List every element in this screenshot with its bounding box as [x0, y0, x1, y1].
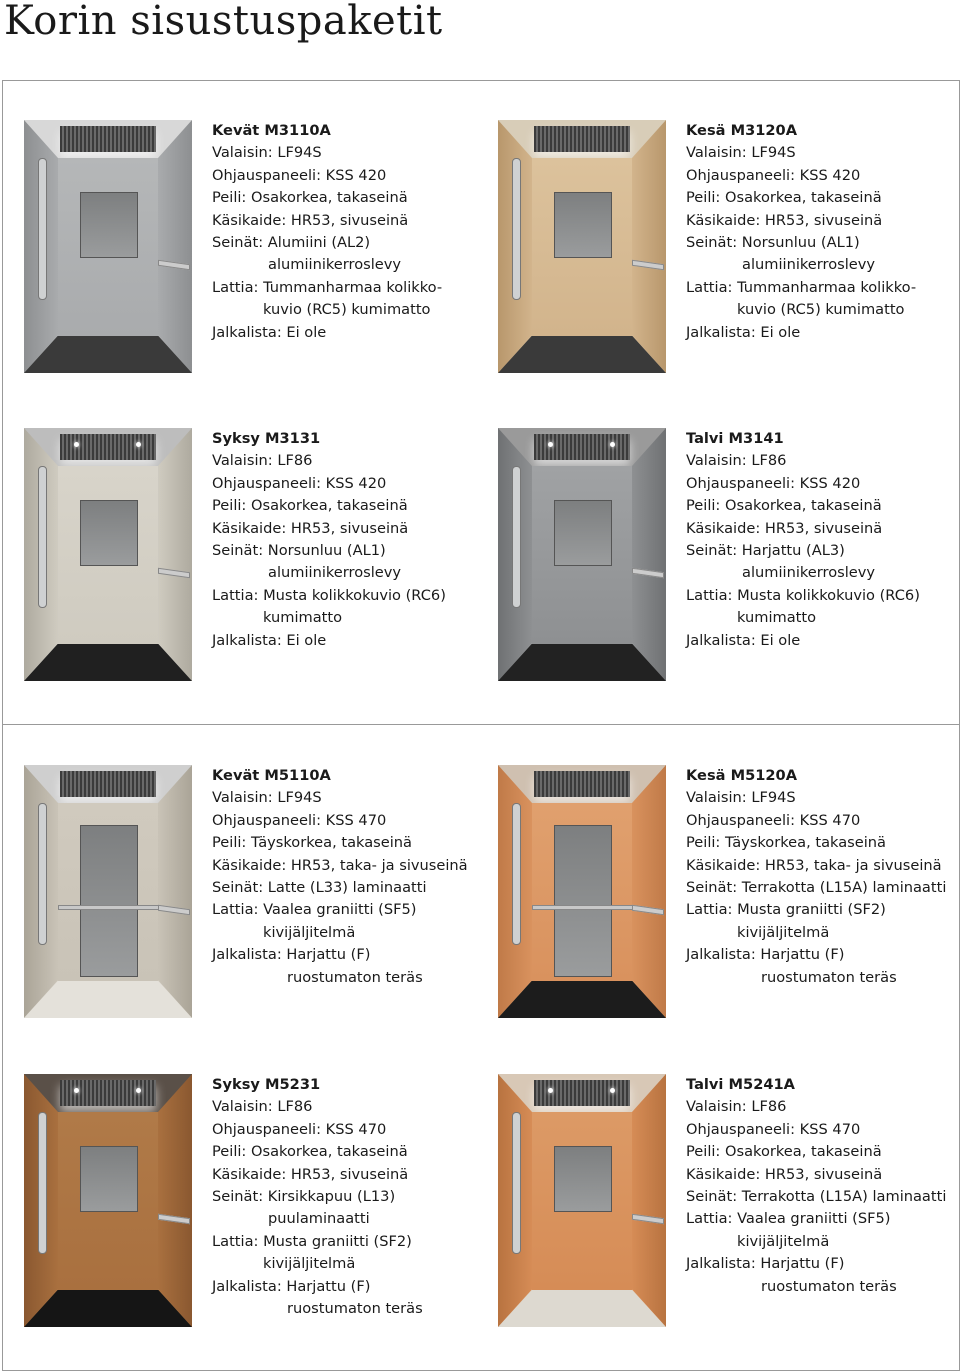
ceiling-spotlight: [136, 1088, 141, 1093]
spec-line: [212, 165, 442, 187]
ceiling-spotlight: [548, 442, 553, 447]
elevator-interior-image: [498, 765, 666, 1018]
spec-line: [686, 1141, 946, 1163]
spec-value: Vaalea graniitti (SF5): [737, 1210, 891, 1228]
spec-label: Käsikaide:: [212, 211, 287, 229]
spec-value: Latte (L33) laminaatti: [267, 879, 427, 897]
spec-line: [686, 142, 916, 164]
spec-line: [686, 899, 946, 921]
spec-label: Käsikaide:: [686, 856, 761, 874]
right-wall: [632, 428, 666, 681]
spec-line: [686, 810, 946, 832]
spec-value: HR53, taka- ja sivuseinä: [764, 856, 942, 874]
right-wall: [158, 765, 192, 1018]
spec-value: Norsunluu (AL1): [741, 234, 860, 252]
spec-value: KSS 470: [325, 811, 387, 829]
spec-line: [212, 495, 446, 517]
spec-value: Vaalea graniitti (SF5): [263, 901, 417, 919]
spec-value: KSS 420: [799, 474, 861, 492]
spec-label: Käsikaide:: [212, 1165, 287, 1183]
spec-value: LF94S: [277, 789, 322, 807]
spec-line: [686, 585, 920, 607]
spec-label: Valaisin:: [686, 1098, 747, 1116]
spec-label: Käsikaide:: [686, 519, 761, 537]
package-name: Syksy M3131: [212, 430, 321, 447]
ceiling-light-panel: [60, 771, 156, 797]
package-description: [212, 1074, 423, 1320]
spec-label: Seinät:: [686, 542, 738, 560]
control-panel: [512, 466, 521, 608]
spec-line: [212, 277, 442, 299]
spec-line: [212, 232, 442, 254]
spec-value: LF94S: [751, 144, 796, 162]
spec-value: Osakorkea, takaseinä: [250, 1143, 408, 1161]
spec-line: [212, 1186, 423, 1208]
spec-line: [212, 855, 468, 877]
spec-label: Valaisin:: [212, 1098, 273, 1116]
ceiling-light-panel: [534, 434, 630, 460]
spec-value: LF86: [277, 452, 313, 470]
spec-label: Käsikaide:: [212, 856, 287, 874]
spec-label: Peili:: [212, 497, 247, 515]
spec-label: Seinät:: [686, 1188, 738, 1206]
spec-line: [212, 832, 468, 854]
mirror: [80, 825, 138, 977]
spec-value: Harjattu (F): [760, 1255, 845, 1273]
spec-label: Valaisin:: [686, 789, 747, 807]
spec-value: Täyskorkea, takaseinä: [250, 834, 412, 852]
spec-value: Musta kolikkokuvio (RC6): [737, 586, 920, 604]
spec-label: Jalkalista:: [686, 323, 756, 341]
spec-line: [212, 630, 446, 652]
spec-line: [212, 1141, 423, 1163]
spec-label: Jalkalista:: [212, 323, 282, 341]
spec-value-continued: ruostumaton teräs: [761, 1277, 897, 1295]
spec-label: Ohjauspaneeli:: [686, 474, 796, 492]
right-wall: [158, 428, 192, 681]
spec-value: LF86: [751, 452, 787, 470]
ceiling-spotlight: [610, 1088, 615, 1093]
spec-value: Täyskorkea, takaseinä: [724, 834, 886, 852]
spec-value-continued: kumimatto: [737, 609, 817, 627]
right-wall: [158, 120, 192, 373]
back-handrail: [532, 905, 634, 910]
elevator-interior-image: [498, 1074, 666, 1327]
spec-line: [686, 1096, 946, 1118]
spec-value: Osakorkea, takaseinä: [724, 497, 882, 515]
spec-value: Terrakotta (L15A) laminaatti: [741, 1188, 947, 1206]
spec-value: LF86: [751, 1098, 787, 1116]
spec-value: HR53, sivuseinä: [764, 519, 883, 537]
spec-value: Harjattu (F): [760, 946, 845, 964]
spec-label: Lattia:: [686, 278, 733, 296]
spec-label: Valaisin:: [212, 452, 273, 470]
spec-value-continued: alumiinikerroslevy: [742, 256, 876, 274]
spec-label: Lattia:: [212, 586, 259, 604]
spec-label: Seinät:: [212, 234, 264, 252]
spec-line: [212, 540, 446, 562]
spec-value-continued: kumimatto: [263, 609, 343, 627]
spec-line: [686, 232, 916, 254]
back-handrail: [58, 905, 160, 910]
spec-value: LF94S: [277, 144, 322, 162]
spec-label: Valaisin:: [212, 789, 273, 807]
spec-line: [686, 450, 920, 472]
spec-value: Tummanharmaa kolikko-: [263, 278, 443, 296]
spec-label: Peili:: [212, 834, 247, 852]
ceiling-light-panel: [60, 434, 156, 460]
spec-line: [686, 165, 916, 187]
control-panel: [38, 158, 47, 300]
spec-value-continued: kuvio (RC5) kumimatto: [263, 301, 431, 319]
ceiling-spotlight: [548, 1088, 553, 1093]
spec-line: [686, 1119, 946, 1141]
spec-label: Peili:: [686, 1143, 721, 1161]
ceiling-spotlight: [136, 442, 141, 447]
spec-value-continued: kivijäljitelmä: [737, 1232, 830, 1250]
spec-line: [212, 1164, 423, 1186]
spec-label: Ohjauspaneeli:: [212, 166, 322, 184]
spec-line: [686, 187, 916, 209]
spec-label: Jalkalista:: [212, 946, 282, 964]
spec-value: HR53, sivuseinä: [764, 211, 883, 229]
right-wall: [632, 1074, 666, 1327]
spec-line: [686, 877, 946, 899]
spec-line: [686, 540, 920, 562]
spec-line: [212, 1231, 423, 1253]
spec-value: Osakorkea, takaseinä: [724, 189, 882, 207]
spec-label: Ohjauspaneeli:: [212, 811, 322, 829]
spec-value: HR53, taka- ja sivuseinä: [290, 856, 468, 874]
spec-label: Jalkalista:: [212, 1277, 282, 1295]
control-panel: [38, 466, 47, 608]
ceiling-light-panel: [60, 1080, 156, 1106]
spec-value: Norsunluu (AL1): [267, 542, 386, 560]
spec-label: Lattia:: [686, 901, 733, 919]
control-panel: [512, 803, 521, 945]
spec-value: Musta kolikkokuvio (RC6): [263, 586, 446, 604]
spec-line: [686, 1186, 946, 1208]
spec-value: KSS 420: [325, 166, 387, 184]
spec-label: Käsikaide:: [686, 1165, 761, 1183]
mirror: [554, 1146, 612, 1212]
ceiling-light-panel: [534, 126, 630, 152]
spec-line: [686, 832, 946, 854]
spec-line: [686, 277, 916, 299]
control-panel: [512, 1112, 521, 1254]
spec-line: [212, 518, 446, 540]
ceiling-spotlight: [610, 442, 615, 447]
spec-value: Tummanharmaa kolikko-: [737, 278, 917, 296]
spec-value: Harjattu (F): [286, 946, 371, 964]
spec-label: Lattia:: [212, 1232, 259, 1250]
ceiling-light-panel: [60, 126, 156, 152]
spec-label: Jalkalista:: [686, 631, 756, 649]
spec-value: KSS 470: [799, 1120, 861, 1138]
spec-value: Kirsikkapuu (L13): [267, 1188, 396, 1206]
spec-value-continued: kivijäljitelmä: [263, 923, 356, 941]
spec-label: Seinät:: [212, 1188, 264, 1206]
package-card: [24, 1074, 504, 1334]
package-card: [24, 428, 504, 688]
package-card: [498, 765, 960, 1025]
ceiling-light-panel: [534, 771, 630, 797]
spec-line: [686, 1208, 946, 1230]
package-name: Talvi M5241A: [686, 1076, 795, 1093]
spec-label: Lattia:: [212, 278, 259, 296]
ceiling-spotlight: [74, 442, 79, 447]
spec-label: Seinät:: [212, 542, 264, 560]
spec-label: Valaisin:: [686, 452, 747, 470]
spec-line: [686, 944, 946, 966]
elevator-interior-image: [498, 120, 666, 373]
ceiling-light-panel: [534, 1080, 630, 1106]
spec-value-continued: puulaminaatti: [268, 1210, 370, 1228]
spec-line: [686, 210, 916, 232]
spec-line: [686, 630, 920, 652]
control-panel: [38, 803, 47, 945]
spec-value: Harjattu (F): [286, 1277, 371, 1295]
spec-value: Musta graniitti (SF2): [737, 901, 886, 919]
spec-label: Peili:: [212, 1143, 247, 1161]
mirror: [554, 192, 612, 258]
mirror: [80, 1146, 138, 1212]
spec-value: Osakorkea, takaseinä: [250, 189, 408, 207]
spec-label: Lattia:: [686, 586, 733, 604]
spec-label: Ohjauspaneeli:: [686, 811, 796, 829]
spec-line: [212, 1096, 423, 1118]
elevator-interior-image: [24, 428, 192, 681]
spec-value-continued: ruostumaton teräs: [287, 1300, 423, 1318]
spec-line: [686, 518, 920, 540]
page-title: Korin sisustuspaketit: [4, 0, 443, 44]
spec-label: Peili:: [686, 189, 721, 207]
right-wall: [632, 120, 666, 373]
package-description: [686, 120, 916, 344]
spec-value: HR53, sivuseinä: [290, 519, 409, 537]
spec-value: Alumiini (AL2): [267, 234, 371, 252]
spec-value-continued: alumiinikerroslevy: [742, 564, 876, 582]
spec-value-continued: alumiinikerroslevy: [268, 256, 402, 274]
package-name: Kevät M5110A: [212, 767, 331, 784]
spec-line: [212, 877, 468, 899]
spec-label: Valaisin:: [212, 144, 273, 162]
spec-line: [212, 1276, 423, 1298]
spec-value: Osakorkea, takaseinä: [250, 497, 408, 515]
spec-value: LF94S: [751, 789, 796, 807]
spec-value: KSS 470: [325, 1120, 387, 1138]
control-panel: [38, 1112, 47, 1254]
mirror: [80, 192, 138, 258]
spec-value: KSS 470: [799, 811, 861, 829]
right-wall: [158, 1074, 192, 1327]
spec-value-continued: kuvio (RC5) kumimatto: [737, 301, 905, 319]
spec-line: [212, 187, 442, 209]
spec-label: Peili:: [686, 834, 721, 852]
spec-label: Käsikaide:: [686, 211, 761, 229]
spec-label: Käsikaide:: [212, 519, 287, 537]
spec-line: [212, 899, 468, 921]
control-panel: [512, 158, 521, 300]
spec-label: Jalkalista:: [686, 946, 756, 964]
spec-value: Osakorkea, takaseinä: [724, 1143, 882, 1161]
package-name: Syksy M5231: [212, 1076, 321, 1093]
package-card: [24, 120, 504, 380]
package-name: Kesä M3120A: [686, 122, 797, 139]
spec-line: [212, 210, 442, 232]
mirror: [554, 825, 612, 977]
spec-value: HR53, sivuseinä: [764, 1165, 883, 1183]
spec-value: KSS 420: [325, 474, 387, 492]
package-description: [686, 765, 946, 989]
spec-label: Lattia:: [686, 1210, 733, 1228]
spec-value: HR53, sivuseinä: [290, 1165, 409, 1183]
spec-label: Jalkalista:: [686, 1255, 756, 1273]
package-description: [212, 428, 446, 652]
right-wall: [632, 765, 666, 1018]
package-description: [212, 765, 468, 989]
spec-label: Seinät:: [686, 234, 738, 252]
mirror: [80, 500, 138, 566]
spec-value-continued: kivijäljitelmä: [737, 923, 830, 941]
spec-value: HR53, sivuseinä: [290, 211, 409, 229]
spec-value: Ei ole: [760, 631, 801, 649]
spec-line: [212, 944, 468, 966]
spec-label: Ohjauspaneeli:: [212, 1120, 322, 1138]
spec-line: [212, 450, 446, 472]
package-name: Kevät M3110A: [212, 122, 331, 139]
spec-line: [212, 322, 442, 344]
spec-line: [212, 810, 468, 832]
spec-line: [686, 1253, 946, 1275]
package-name: Talvi M3141: [686, 430, 784, 447]
package-card: [24, 765, 504, 1025]
package-card: [498, 1074, 960, 1334]
spec-label: Peili:: [686, 497, 721, 515]
package-name: Kesä M5120A: [686, 767, 797, 784]
elevator-interior-image: [24, 120, 192, 373]
spec-line: [686, 855, 946, 877]
elevator-interior-image: [24, 1074, 192, 1327]
ceiling-spotlight: [74, 1088, 79, 1093]
spec-value: Ei ole: [286, 323, 327, 341]
spec-value: Harjattu (AL3): [741, 542, 845, 560]
spec-value: Musta graniitti (SF2): [263, 1232, 412, 1250]
spec-value: LF86: [277, 1098, 313, 1116]
spec-label: Jalkalista:: [212, 631, 282, 649]
package-card: [498, 428, 960, 688]
spec-value: Terrakotta (L15A) laminaatti: [741, 879, 947, 897]
spec-label: Peili:: [212, 189, 247, 207]
package-description: [686, 428, 920, 652]
spec-line: [686, 495, 920, 517]
spec-label: Lattia:: [212, 901, 259, 919]
spec-value-continued: ruostumaton teräs: [287, 968, 423, 986]
spec-line: [212, 1119, 423, 1141]
spec-label: Ohjauspaneeli:: [686, 166, 796, 184]
spec-line: [686, 322, 916, 344]
package-card: [498, 120, 960, 380]
spec-value-continued: kivijäljitelmä: [263, 1255, 356, 1273]
spec-label: Valaisin:: [686, 144, 747, 162]
spec-line: [212, 787, 468, 809]
elevator-interior-image: [24, 765, 192, 1018]
spec-line: [686, 473, 920, 495]
elevator-interior-image: [498, 428, 666, 681]
spec-value: Ei ole: [286, 631, 327, 649]
spec-value-continued: alumiinikerroslevy: [268, 564, 402, 582]
mirror: [554, 500, 612, 566]
spec-value: KSS 420: [799, 166, 861, 184]
spec-label: Ohjauspaneeli:: [212, 474, 322, 492]
spec-line: [212, 585, 446, 607]
spec-line: [212, 142, 442, 164]
spec-label: Ohjauspaneeli:: [686, 1120, 796, 1138]
spec-value: Ei ole: [760, 323, 801, 341]
spec-label: Seinät:: [212, 879, 264, 897]
spec-label: Seinät:: [686, 879, 738, 897]
spec-value-continued: ruostumaton teräs: [761, 968, 897, 986]
package-description: [686, 1074, 946, 1298]
package-description: [212, 120, 442, 344]
spec-line: [212, 473, 446, 495]
spec-line: [686, 787, 946, 809]
spec-line: [686, 1164, 946, 1186]
